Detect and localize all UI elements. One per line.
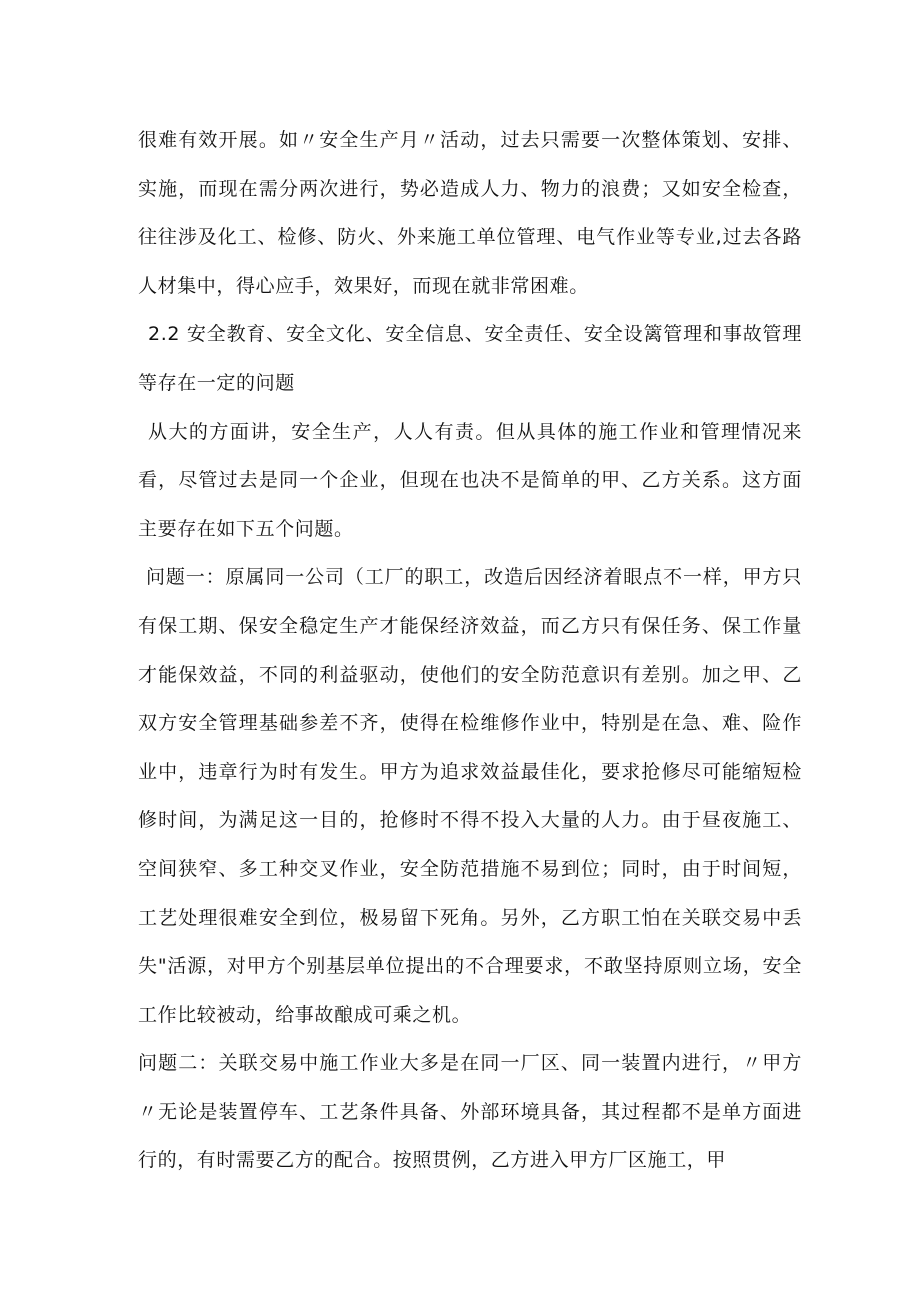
section-heading-2-2: 2.2 安全教育、安全文化、安全信息、安全责任、安全设篱管理和事故管理等存在一定的问题 [138, 323, 802, 394]
paragraph-problem-two: 问题二：关联交易中施工作业大多是在同一厂区、同一装置内进行，〃甲方〃无论是装置停车、工艺条件具备、外部环境具备，其过程都不是单方面进行的，有时需要乙方的配合。按照贯例，乙方进入甲方厂区施工，甲 [138, 1052, 802, 1172]
paragraph-continuation: 很难有效开展。如〃安全生产月〃活动，过去只需要一次整体策划、安排、实施，而现在需分两次进行，势必造成人力、物力的浪费；又如安全检查，往往涉及化工、检修、防火、外来施工单位管理、电气作业等专业,过去各路人材集中，得心应手，效果好，而现在就非常困难。 [138, 129, 802, 297]
paragraph-problem-one: 问题一：原属同一公司（工厂的职工，改造后因经济着眼点不一样，甲方只有保工期、保安全稳定生产才能保经济效益，而乙方只有保任务、保工作量才能保效益，不同的利益驱动，使他们的安全防范意识有差别。加之甲、乙双方安全管理基础参差不齐，使得在检维修作业中，特别是在急、难、险作业中，违章行为时有发生。甲方为追求效益最佳化，要求抢修尽可能缩短检修时间，为满足这一目的，抢修时不得不投入大量的人力。由于昼夜施工、空间狭窄、多工种交叉作业，安全防范措施不易到位；同时，由于时间短，工艺处理很难安全到位，极易留下死角。另外，乙方职工怕在关联交易中丢失"活源，对甲方个别基层单位提出的不合理要求，不敢坚持原则立场，安全工作比较被动，给事故酿成可乘之机。 [138, 566, 802, 1026]
paragraph-overview: 从大的方面讲，安全生产，人人有责。但从具体的施工作业和管理情况来看，尽管过去是同一个企业，但现在也决不是简单的甲、乙方关系。这方面主要存在如下五个问题。 [138, 420, 802, 540]
document-body [138, 116, 802, 1185]
